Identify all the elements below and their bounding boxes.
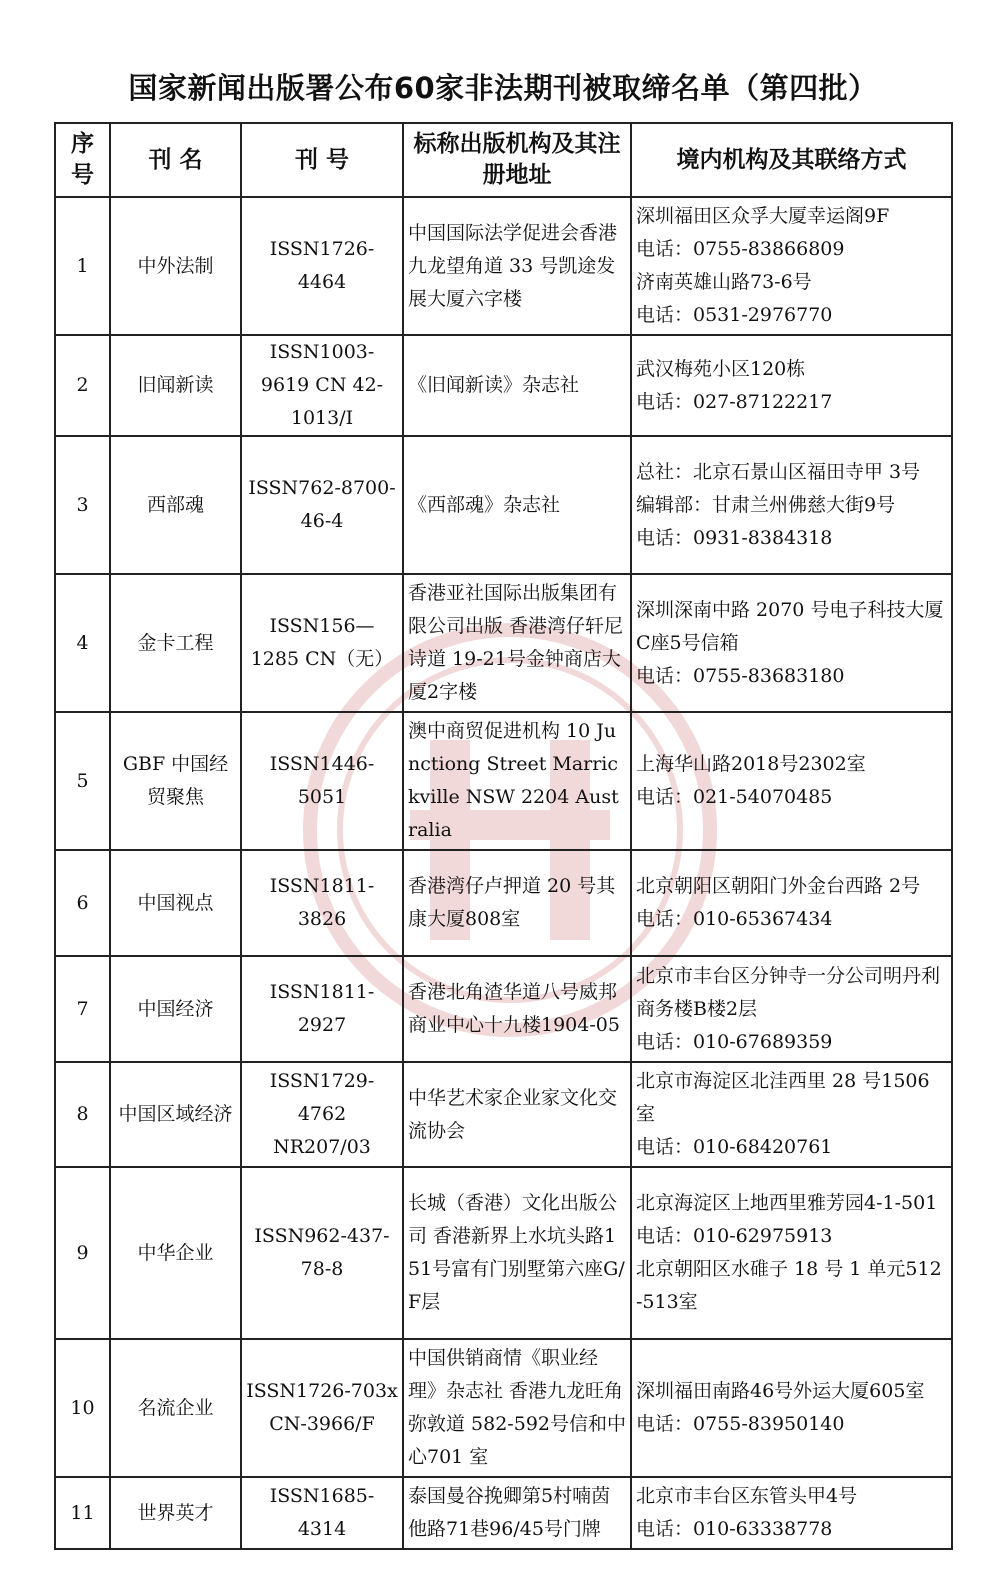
row-issn: ISSN1685-4314 [241, 1477, 403, 1549]
row-name: 西部魂 [110, 436, 241, 574]
row-seq: 9 [55, 1167, 110, 1339]
row-issn: ISSN156—1285 CN（无） [241, 574, 403, 712]
header-org: 标称出版机构及其注册地址 [403, 123, 631, 197]
document-title: 国家新闻出版署公布60家非法期刊被取缔名单（第四批） [128, 71, 878, 105]
row-contact: 北京朝阳区朝阳门外金台西路 2号 电话：010-65367434 [631, 850, 952, 956]
row-name: 中国区域经济 [110, 1062, 241, 1167]
row-name: GBF 中国经贸聚焦 [110, 712, 241, 850]
row-org: 中华艺术家企业家文化交流协会 [403, 1062, 631, 1167]
row-org: 香港北角渣华道八号威邦商业中心十九楼1904-05 [403, 956, 631, 1062]
row-seq: 6 [55, 850, 110, 956]
row-name: 中国经济 [110, 956, 241, 1062]
row-seq: 11 [55, 1477, 110, 1549]
row-org: 《旧闻新读》杂志社 [403, 335, 631, 436]
table-row [55, 574, 952, 712]
row-contact: 总社：北京石景山区福田寺甲 3号 编辑部：甘肃兰州佛慈大街9号 电话：0931-8384318 [631, 436, 952, 574]
row-seq: 7 [55, 956, 110, 1062]
row-org: 香港亚社国际出版集团有限公司出版 香港湾仔轩尼诗道 19-21号金钟商店大厦2字楼 [403, 574, 631, 712]
table-row [55, 197, 952, 335]
table-row [55, 1062, 952, 1167]
table-row [55, 712, 952, 850]
row-org: 香港湾仔卢押道 20 号其康大厦808室 [403, 850, 631, 956]
row-contact: 深圳深南中路 2070 号电子科技大厦C座5号信箱 电话：0755-83683180 [631, 574, 952, 712]
table-row [55, 1167, 952, 1339]
row-name: 中华企业 [110, 1167, 241, 1339]
row-issn: ISSN1003-9619 CN 42-1013/I [241, 335, 403, 436]
row-seq: 3 [55, 436, 110, 574]
row-seq: 5 [55, 712, 110, 850]
header-issn: 刊 号 [241, 123, 403, 197]
table-row [55, 956, 952, 1062]
row-issn: ISSN1726-4464 [241, 197, 403, 335]
table-row [55, 436, 952, 574]
header-contact: 境内机构及其联络方式 [631, 123, 952, 197]
table-row [55, 1477, 952, 1549]
row-name: 中外法制 [110, 197, 241, 335]
row-issn: ISSN1729-4762 NR207/03 [241, 1062, 403, 1167]
row-issn: ISSN1811-2927 [241, 956, 403, 1062]
banned-journals-table [54, 122, 953, 1550]
row-contact: 深圳福田南路46号外运大厦605室 电话：0755-83950140 [631, 1339, 952, 1477]
row-contact: 上海华山路2018号2302室 电话：021-54070485 [631, 712, 952, 850]
row-name: 旧闻新读 [110, 335, 241, 436]
row-issn: ISSN1726-703x CN-3966/F [241, 1339, 403, 1477]
row-name: 名流企业 [110, 1339, 241, 1477]
row-issn: ISSN762-8700-46-4 [241, 436, 403, 574]
row-contact: 北京市海淀区北洼西里 28 号1506室 电话：010-68420761 [631, 1062, 952, 1167]
row-contact: 深圳福田区众孚大厦幸运阁9F 电话：0755-83866809 济南英雄山路73-6号 电话：0531-2976770 [631, 197, 952, 335]
row-seq: 10 [55, 1339, 110, 1477]
row-contact: 北京海淀区上地西里雅芳园4-1-501 电话：010-62975913 北京朝阳区水碓子 18 号 1 单元512-513室 [631, 1167, 952, 1339]
header-name: 刊 名 [110, 123, 241, 197]
row-seq: 2 [55, 335, 110, 436]
row-issn: ISSN962-437-78-8 [241, 1167, 403, 1339]
row-org: 长城（香港）文化出版公司 香港新界上水坑头路151号富有门别墅第六座G/F层 [403, 1167, 631, 1339]
table-row [55, 850, 952, 956]
row-org: 泰国曼谷挽卿第5村喃茵他路71巷96/45号门牌 [403, 1477, 631, 1549]
row-contact: 北京市丰台区分钟寺一分公司明丹利商务楼B楼2层 电话：010-67689359 [631, 956, 952, 1062]
row-org: 《西部魂》杂志社 [403, 436, 631, 574]
row-issn: ISSN1446-5051 [241, 712, 403, 850]
table-row [55, 335, 952, 436]
row-name: 金卡工程 [110, 574, 241, 712]
row-issn: ISSN1811-3826 [241, 850, 403, 956]
row-name: 中国视点 [110, 850, 241, 956]
header-seq: 序号 [55, 123, 110, 197]
row-seq: 1 [55, 197, 110, 335]
row-seq: 4 [55, 574, 110, 712]
row-org: 澳中商贸促进机构 10 Junctiong Street Marrickville NSW 2204 Australia [403, 712, 631, 850]
row-seq: 8 [55, 1062, 110, 1167]
row-org: 中国国际法学促进会香港九龙望角道 33 号凯途发展大厦六字楼 [403, 197, 631, 335]
row-org: 中国供销商情《职业经理》杂志社 香港九龙旺角弥敦道 582-592号信和中心701 室 [403, 1339, 631, 1477]
table-row [55, 1339, 952, 1477]
row-contact: 武汉梅苑小区120栋 电话：027-87122217 [631, 335, 952, 436]
table-header-row [55, 123, 952, 197]
row-name: 世界英才 [110, 1477, 241, 1549]
row-contact: 北京市丰台区东管头甲4号 电话：010-63338778 [631, 1477, 952, 1549]
